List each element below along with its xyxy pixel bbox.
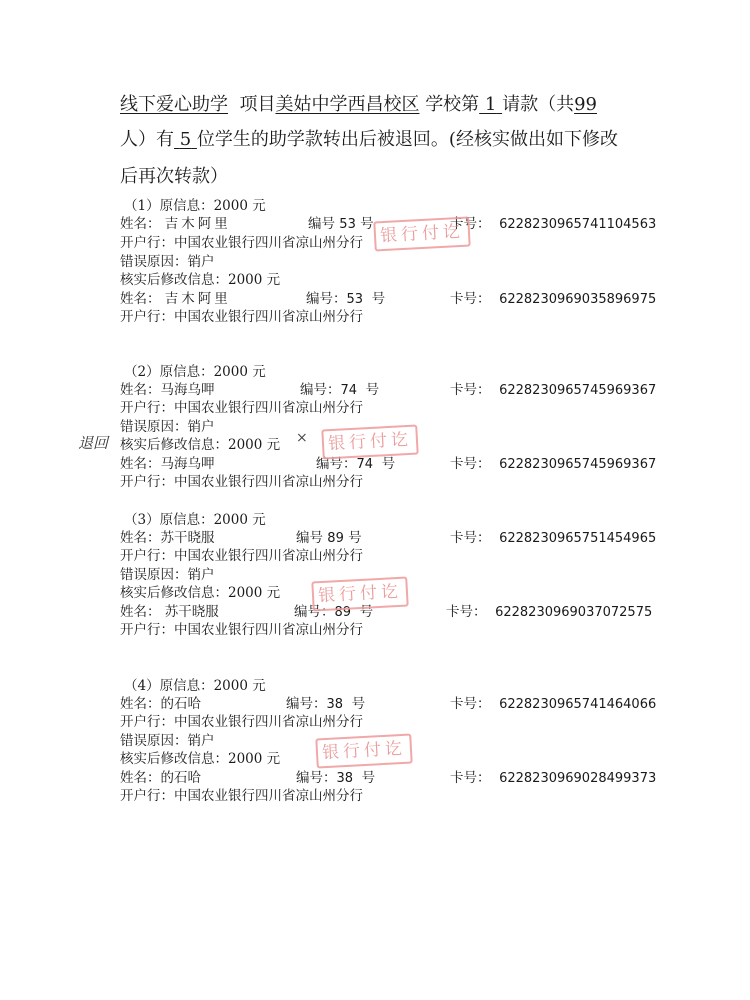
record-3-new-bank-row: 开户行：中国农业银行四川省凉山州分行 [120, 622, 363, 638]
total-count: 99 [574, 94, 598, 115]
header-line-2 [120, 129, 660, 151]
record-4-orig-no-row: 编号：38 号 [286, 696, 366, 712]
record-4-reason: 销户 [187, 733, 215, 749]
record-1-new-name-row: 姓名： 吉木阿里 [120, 291, 231, 307]
text-people-have: 人）有 [120, 129, 174, 150]
record-1-corrected-amount: 2000 元 [228, 272, 281, 288]
record-2-orig-name-row: 姓名：马海乌呷 [120, 382, 215, 398]
record-2-new-bank-row: 开户行：中国农业银行四川省凉山州分行 [120, 474, 363, 490]
record-1-title: （1）原信息：2000 元 [124, 198, 266, 214]
record-4-new-name-row: 姓名：的石哈 [120, 770, 201, 786]
record-1-orig-name-row: 姓名： 吉木阿里 [120, 216, 231, 232]
school-name: 美姑中学西昌校区 [275, 94, 420, 115]
record-1-orig-no-row: 编号 53 号 [308, 216, 374, 232]
project-name: 线下爱心助学 [120, 94, 228, 115]
bank-paid-stamp-3: 银行付讫 [311, 577, 408, 612]
record-4-reason-row: 错误原因：销户 [120, 733, 215, 749]
text-rest: 位学生的助学款转出后被退回。(经核实做出如下修改 [196, 129, 618, 150]
record-2-reason-row: 错误原因：销户 [120, 419, 215, 435]
record-3-orig-card-row: 卡号： 6228230965751454965 [450, 530, 657, 546]
record-4-corrected-row: 核实后修改信息：2000 元 [120, 751, 281, 767]
record-3-new-bank: 中国农业银行四川省凉山州分行 [174, 622, 363, 638]
bank-paid-stamp-1: 银行付讫 [373, 217, 470, 252]
record-2-orig-no-row: 编号：74 号 [300, 382, 380, 398]
text-project: 项目 [239, 94, 276, 115]
record-4-new-card: 6228230969028499373 [499, 771, 657, 786]
record-2-corrected-row: 核实后修改信息：2000 元 [120, 437, 281, 453]
record-1-orig-card: 6228230965741104563 [499, 217, 657, 232]
record-4-new-no-row: 编号：38 号 [296, 770, 376, 786]
record-4-orig-bank: 中国农业银行四川省凉山州分行 [174, 714, 363, 730]
record-1-reason: 销户 [187, 254, 215, 270]
record-3-new-name: 苏干晓服 [164, 604, 219, 620]
record-2-orig-bank-row: 开户行：中国农业银行四川省凉山州分行 [120, 400, 363, 416]
bank-paid-stamp-4: 银行付讫 [315, 734, 412, 769]
record-3-reason-row: 错误原因：销户 [120, 567, 215, 583]
record-4-title: （4）原信息：2000 元 [124, 678, 266, 694]
header-line-1 [120, 94, 660, 116]
record-3-orig-no-row: 编号 89 号 [296, 530, 362, 546]
record-1-new-card-row: 卡号： 6228230969035896975 [450, 291, 657, 307]
record-4-orig-card: 6228230965741464066 [499, 697, 657, 712]
record-2-new-no: 74 [356, 457, 374, 472]
record-4-new-no: 38 [336, 771, 354, 786]
record-1-new-bank: 中国农业银行四川省凉山州分行 [174, 309, 363, 325]
record-4-orig-card-row: 卡号： 6228230965741464066 [450, 696, 657, 712]
record-1-reason-row: 错误原因：销户 [120, 254, 215, 270]
record-3-reason: 销户 [187, 567, 215, 583]
record-1-orig-name: 吉木阿里 [164, 216, 231, 232]
record-2-new-card-row: 卡号： 6228230965745969367 [450, 456, 657, 472]
record-2-reason: 销户 [187, 419, 215, 435]
record-2-new-card: 6228230965745969367 [499, 457, 657, 472]
record-4-new-card-row: 卡号： 6228230969028499373 [450, 770, 657, 786]
record-1-new-no-row: 编号：53 号 [306, 291, 386, 307]
record-3-orig-name-row: 姓名：苏干晓服 [120, 530, 215, 546]
record-4-new-bank-row: 开户行：中国农业银行四川省凉山州分行 [120, 788, 363, 804]
record-3-corrected-amount: 2000 元 [228, 585, 281, 601]
record-1-orig-bank-row: 开户行：中国农业银行四川省凉山州分行 [120, 235, 363, 251]
record-2-new-bank: 中国农业银行四川省凉山州分行 [174, 474, 363, 490]
record-1-new-name: 吉木阿里 [164, 291, 231, 307]
text-school-batch: 学校第 [425, 94, 480, 115]
record-1-new-card: 6228230969035896975 [499, 292, 657, 307]
header-line-3: 后再次转款） [120, 166, 228, 187]
record-4-orig-no: 38 [326, 697, 344, 712]
record-3-orig-bank-row: 开户行：中国农业银行四川省凉山州分行 [120, 548, 363, 564]
record-2-new-name: 马海乌呷 [160, 456, 215, 472]
record-3-orig-bank: 中国农业银行四川省凉山州分行 [174, 548, 363, 564]
record-3-orig-no: 89 [327, 531, 344, 546]
record-2-orig-card-row: 卡号： 6228230965745969367 [450, 382, 657, 398]
record-3-new-card: 6228230969037072575 [495, 605, 653, 620]
handwritten-returned-note: 退回 [78, 434, 109, 452]
record-3-new-name-row: 姓名： 苏干晓服 [120, 604, 219, 620]
record-4-new-bank: 中国农业银行四川省凉山州分行 [174, 788, 363, 804]
record-2-orig-card: 6228230965745969367 [499, 383, 657, 398]
record-3-corrected-row: 核实后修改信息：2000 元 [120, 585, 281, 601]
record-4-orig-bank-row: 开户行：中国农业银行四川省凉山州分行 [120, 714, 363, 730]
record-4-new-name: 的石哈 [160, 770, 201, 786]
record-4-orig-name: 的石哈 [160, 696, 201, 712]
record-3-new-no: 89 [334, 605, 352, 620]
returned-count: 5 [179, 129, 192, 150]
record-2-new-no-row: 编号：74 号 [316, 456, 396, 472]
record-2-orig-name: 马海乌呷 [160, 382, 215, 398]
record-1-new-bank-row: 开户行：中国农业银行四川省凉山州分行 [120, 309, 363, 325]
record-3-new-no-row: 编号：89 号 [294, 604, 374, 620]
record-2-orig-no: 74 [340, 383, 358, 398]
record-1-orig-no: 53 [339, 217, 356, 232]
record-4-corrected-amount: 2000 元 [228, 751, 281, 767]
record-1-orig-bank: 中国农业银行四川省凉山州分行 [174, 235, 363, 251]
record-1-corrected-row: 核实后修改信息：2000 元 [120, 272, 281, 288]
record-3-title: （3）原信息：2000 元 [124, 512, 266, 528]
record-2-title: （2）原信息：2000 元 [124, 364, 266, 380]
record-2-new-name-row: 姓名：马海乌呷 [120, 456, 215, 472]
record-3-new-card-row: 卡号： 6228230969037072575 [446, 604, 653, 620]
record-2-orig-bank: 中国农业银行四川省凉山州分行 [174, 400, 363, 416]
record-2-corrected-amount: 2000 元 [228, 437, 281, 453]
record-3-orig-name: 苏干晓服 [160, 530, 215, 546]
bank-paid-stamp-2: 银行付讫 [321, 425, 418, 460]
record-1-orig-card-row: 卡号： 6228230965741104563 [450, 216, 657, 232]
record-1-new-no: 53 [346, 292, 364, 307]
text-request: 请款（共 [502, 94, 575, 115]
handwritten-x-mark: × [296, 430, 308, 446]
record-4-orig-name-row: 姓名：的石哈 [120, 696, 201, 712]
record-3-orig-card: 6228230965751454965 [499, 531, 657, 546]
batch-number: 1 [484, 94, 497, 115]
